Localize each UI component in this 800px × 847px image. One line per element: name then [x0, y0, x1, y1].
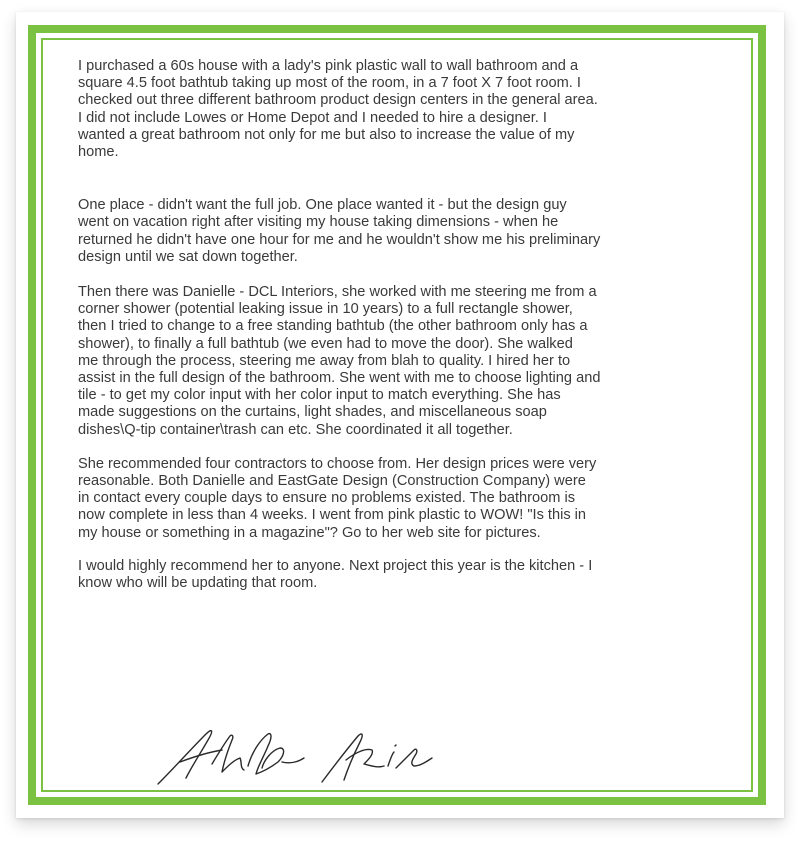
signature-stroke: [322, 734, 362, 782]
letter-paragraph-danielle: Then there was Danielle - DCL Interiors, she worked with me steering me from a corner shower (potential leaking issue in 10 years) to a full rectangle shower, then I tried to change to a free standing bathtub (the other bathroom only has a shower), to finally a full bathtub (we even had to move the door). She walked me through the process, steering me away from blah to quality. I hired her to assist in the full design of the bathroom. She went with me to choose lighting and tile - to get my color input with her color input to match everything. She has made suggestions on the curtains, light shades, and miscellaneous soap dishes\Q-tip container\trash can etc. She coordinated it all together.: [78, 284, 601, 438]
signature-stroke: [396, 749, 432, 768]
letter-paragraph-intro: I purchased a 60s house with a lady's pink plastic wall to wall bathroom and a square 4.5 foot bathtub taking up most of the room, in a 7 foot X 7 foot room. I checked out three different bathroom product design centers in the general area. I did not include Lowes or Home Depot and I needed to hire a designer. I wanted a great bathroom not only for me but also to increase the value of my home.: [78, 58, 598, 161]
signature-stroke: [282, 758, 304, 763]
letter-paragraph-recommendation: I would highly recommend her to anyone. Next project this year is the kitchen - I know who will be updating that room.: [78, 557, 593, 592]
letter-paragraph-first-place: One place - didn't want the full job. One place wanted it - but the design guy went on vacation right after visiting my house taking dimensions - when he returned he didn't have one hour for me and he wouldn't show me his preliminary design until we sat down together.: [78, 197, 601, 265]
letter-paragraph-contractors: She recommended four contractors to choose from. Her design prices were very reasonable. Both Danielle and EastGate Design (Construction Company) were in contact every couple days to ensure no problems existed. The bathroom is now complete in less than 4 weeks. I went from pink plastic to WOW! "Is this in my house or something in a magazine"? Go to her web site for pictures.: [78, 455, 597, 541]
signature-stroke: [248, 734, 284, 774]
signature-stroke: [158, 731, 212, 784]
signature-stroke: [388, 745, 396, 766]
signature-stroke: [212, 735, 244, 772]
signature-icon: [152, 722, 442, 790]
testimonial-letter: [78, 58, 658, 592]
